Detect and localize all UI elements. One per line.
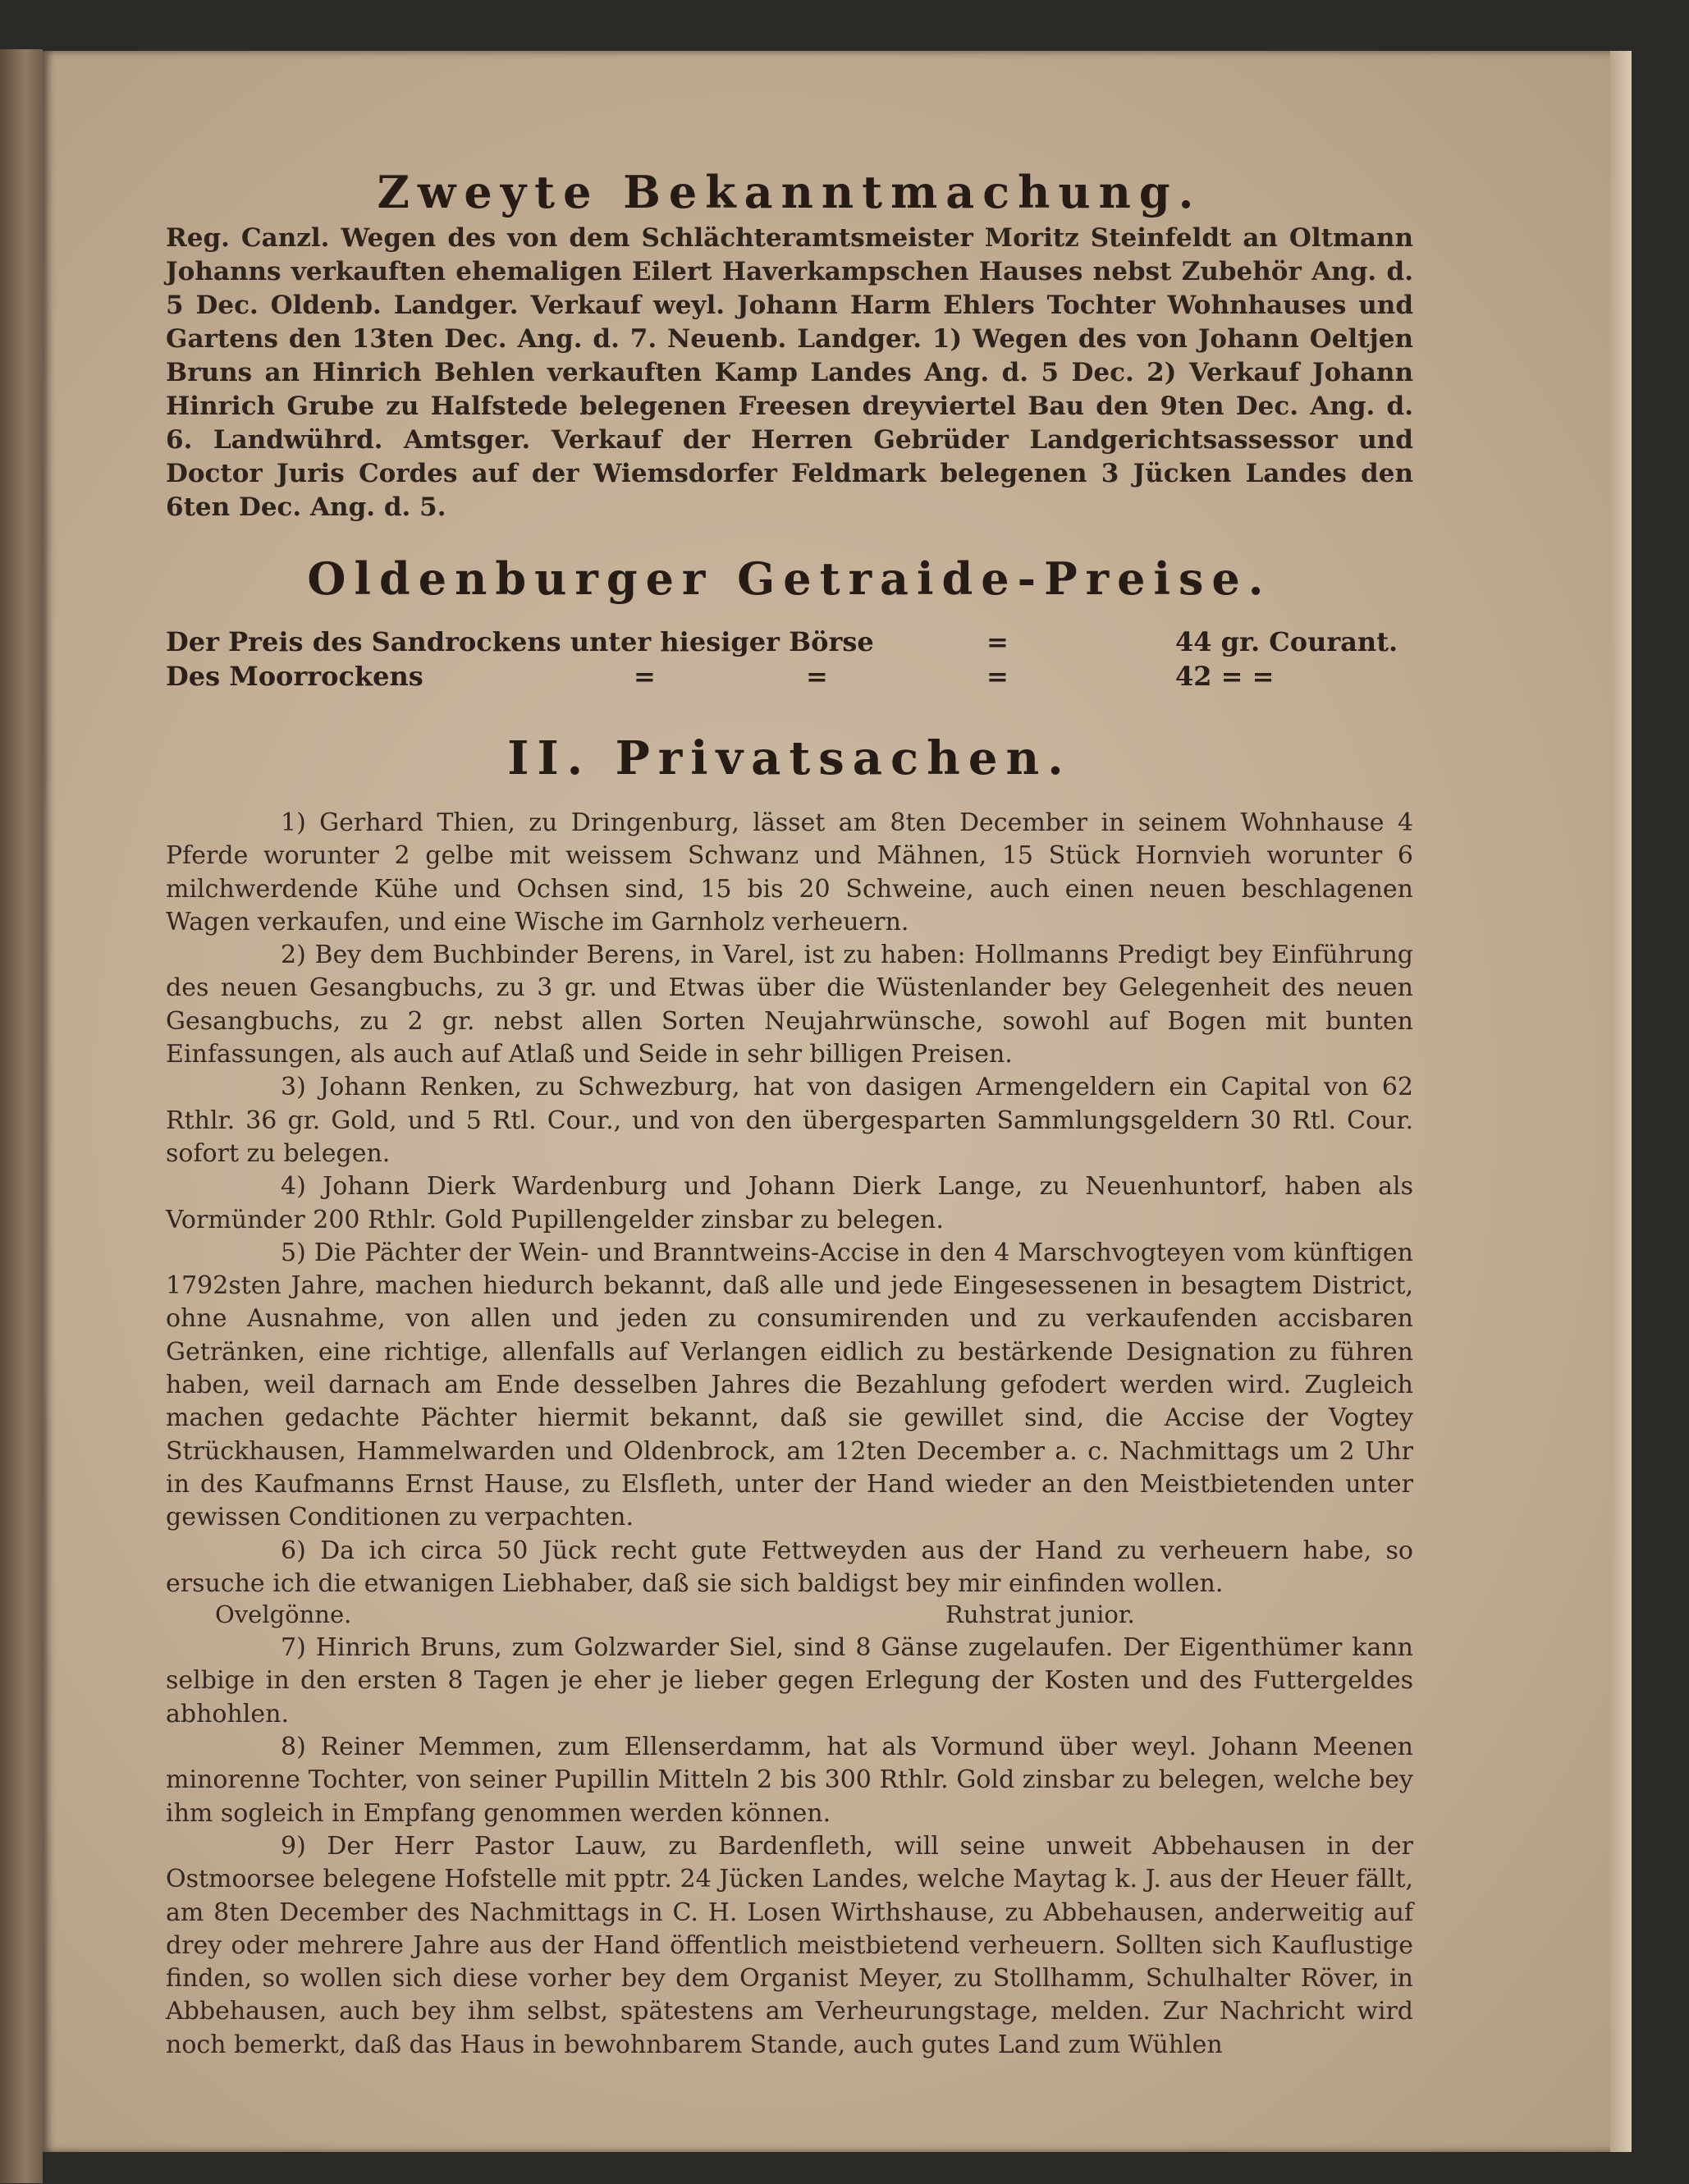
document-page [43, 51, 1632, 2152]
page-edge [1610, 51, 1632, 2152]
signature-place: Ovelgönne. [215, 1600, 352, 1629]
notice-paragraph: Reg. Canzl. Wegen des von dem Schlächteramtsmeister Moritz Steinfeldt an Oltmann Johanns verkauften ehemaligen Eilert Haverkampschen Hauses nebst Zubehör Ang. d. 5 Dec. Oldenb. Landger. Verkauf weyl. Johann Harm Ehlers Tochter Wohnhauses und Gartens den 13ten Dec. Ang. d. 7. Neuenb. Landger. 1) Wegen des von Johann Oeltjen Bruns an Hinrich Behlen verkauften Kamp Landes Ang. d. 5 Dec. 2) Verkauf Johann Hinrich Grube zu Halfstede belegenen Freesen dreyviertel Bau den 9ten Dec. Ang. d. 6. Landwührd. Amtsger. Verkauf der Herren Gebrüder Landgerichtsassessor und Doctor Juris Cordes auf der Wiemsdorfer Feldmark belegenen 3 Jücken Landes den 6ten Dec. Ang. d. 5. [166, 223, 1413, 522]
price-row [166, 661, 1413, 695]
notice-heading: Zweyte Bekanntmachung. [377, 166, 1202, 218]
signature-name: Ruhstrat junior. [945, 1600, 1135, 1629]
signature-line [166, 1600, 1413, 1632]
price-mark: = [986, 626, 1009, 657]
price-value: 42 = = [1175, 661, 1275, 692]
list-item: 2) Bey dem Buchbinder Berens, in Varel, ist zu haben: Hollmanns Predigt bey Einführung des neuen Gesangbuchs, zu 3 gr. und Etwas über die Wüstenlander bey Gelegenheit des neuen Gesangbuchs, zu 2 gr. nebst allen Sorten Neujahrwünsche, sowohl auf Bogen mit bunten Einfassungen, als auch auf Atlaß und Seide in sehr billigen Preisen. [166, 941, 1413, 1069]
price-mark: = [986, 661, 1009, 692]
list-item: 1) Gerhard Thien, zu Dringenburg, lässet am 8ten December in seinem Wohnhause 4 Pferde worunter 2 gelbe mit weissem Schwanz und Mähnen, 15 Stück Hornvieh worunter 6 milchwerdende Kühe und Ochsen sind, 15 bis 20 Schweine, auch einen neuen beschlagenen Wagen verkaufen, und eine Wische im Garnholz verheuern. [166, 808, 1413, 936]
list-item: 8) Reiner Memmen, zum Ellenserdamm, hat als Vormund über weyl. Johann Meenen minorenne Tochter, von seiner Pupillin Mitteln 2 bis 300 Rthlr. Gold zinsbar zu belegen, welche bey ihm sogleich in Empfang genommen werden können. [166, 1733, 1413, 1828]
price-row [166, 626, 1413, 661]
list-item: 6) Da ich circa 50 Jück recht gute Fettweyden aus der Hand zu verheuern habe, so ersuche ich die etwanigen Liebhaber, daß sie sich baldigst bey mir einfinden wollen. [166, 1536, 1413, 1598]
list-item: 3) Johann Renken, zu Schwezburg, hat von dasigen Armengeldern ein Capital von 62 Rthlr. 36 gr. Gold, und 5 Rtl. Cour., und von den übergesparten Sammlungsgeldern 30 Rtl. Cour. sofort zu belegen. [166, 1073, 1413, 1168]
prices-heading: Oldenburger Getraide-Preise. [307, 552, 1272, 605]
list-item: 5) Die Pächter der Wein- und Branntweins-Accise in den 4 Marschvogteyen vom künftigen 1792sten Jahre, machen hiedurch bekannt, daß alle und jede Eingesessenen in besagtem District, ohne Ausnahme, von allen und jeden zu consumirenden und zu verkaufenden accisbaren Getränken, eine richtige, allenfalls auf Verlangen eidlich zu bestärkende Designation zu führen haben, weil darnach am Ende desselben Jahres die Bezahlung gefodert werden wird. Zugleich machen gedachte Pächter hiermit bekannt, daß sie gewillet sind, die Accise der Vogtey Strückhausen, Hammelwarden und Oldenbrock, am 12ten December a. c. Nachmittags um 2 Uhr in des Kaufmanns Ernst Hause, zu Elsfleth, unter der Hand wieder an den Meistbietenden unter gewissen Conditionen zu verpachten. [166, 1238, 1413, 1532]
list-item: 4) Johann Dierk Wardenburg und Johann Dierk Lange, zu Neuenhuntorf, haben als Vormünder 200 Rthlr. Gold Pupillengelder zinsbar zu belegen. [166, 1172, 1413, 1234]
private-items [166, 807, 1413, 2062]
facing-page-edge [0, 49, 43, 2183]
price-label: Des Moorrockens [166, 661, 423, 692]
price-mark: = [634, 661, 656, 692]
private-heading: II. Privatsachen. [507, 731, 1072, 785]
price-value: 44 gr. Courant. [1175, 626, 1398, 657]
page-content [166, 166, 1413, 2062]
list-item: 7) Hinrich Bruns, zum Golzwarder Siel, sind 8 Gänse zugelaufen. Der Eigenthümer kann selbige in den ersten 8 Tagen je eher je lieber gegen Erlegung der Kosten und des Futtergeldes abhohlen. [166, 1633, 1413, 1728]
list-item: 9) Der Herr Pastor Lauw, zu Bardenfleth, will seine unweit Abbehausen in der Ostmoorsee belegene Hofstelle mit pptr. 24 Jücken Landes, welche Maytag k. J. aus der Heuer fällt, am 8ten December des Nachmittags in C. H. Losen Wirthshause, zu Abbehausen, anderweitig auf drey oder mehrere Jahre aus der Hand öffentlich meistbietend verheuern. Sollten sich Kauflustige finden, so wollen sich diese vorher bey dem Organist Meyer, zu Stollhamm, Schulhalter Röver, in Abbehausen, auch bey ihm selbst, spätestens am Verheurungstage, melden. Zur Nachricht wird noch bemerkt, daß das Haus in bewohnbarem Stande, auch gutes Land zum Wühlen [166, 1831, 1414, 2059]
price-mark: = [806, 661, 828, 692]
price-label: Der Preis des Sandrockens unter hiesiger Börse [166, 626, 874, 657]
